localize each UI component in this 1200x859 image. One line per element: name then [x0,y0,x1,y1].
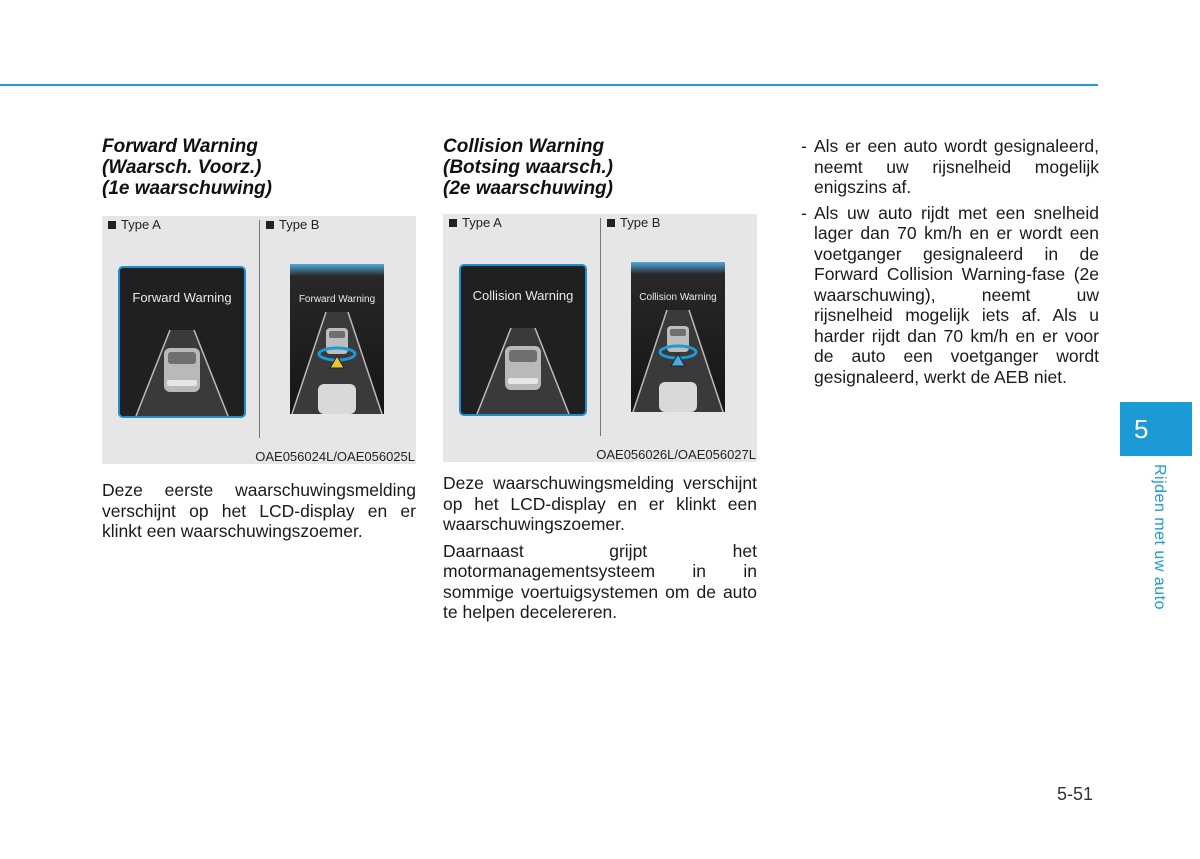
road-car-warning-illustration [631,262,725,412]
cluster-display-type-a [459,264,587,416]
square-bullet-icon [266,221,274,229]
cluster-display-type-b [631,262,725,412]
heading-line: (Waarsch. Voorz.) [102,157,262,178]
display-message: Collision Warning [472,288,574,303]
figure-divider [600,218,601,436]
note-item: - Als uw auto rijdt met een snelheid lager dan 70 km/h en er wordt een voetganger gesignaleerd in de Forward Collision Warning-fase (2e waarschuwing), neemt uw rijsnelheid mogelijk iets af. Als u harder rijdt dan 70 km/h en er voor de auto een voetganger wordt gesignaleerd, werkt de AEB niet. [801,202,1099,387]
heading-line: (Botsing waarsch.) [443,157,613,178]
square-bullet-icon [108,221,116,229]
type-a-label: Type A [449,215,502,230]
heading-line: (2e waarschuwing) [443,178,613,199]
road-car-illustration [120,268,244,416]
collision-warning-heading [443,136,757,199]
heading-line: Collision Warning [443,136,605,157]
road-car-illustration [461,266,585,414]
header-rule [0,84,1098,86]
figure-code: OAE056026L/OAE056027L [596,447,756,462]
type-a-label: Type A [108,217,161,232]
display-message: Forward Warning [298,294,376,305]
square-bullet-icon [607,219,615,227]
type-b-label: Type B [266,217,319,232]
forward-warning-section [102,136,416,542]
square-bullet-icon [449,219,457,227]
heading-line: Forward Warning [102,136,258,157]
chapter-tab: 5 [1120,402,1192,456]
collision-warning-figure [443,214,757,462]
cluster-display-type-a [118,266,246,418]
forward-warning-text: Deze eerste waarschuwingsmelding verschijnt op het LCD-display en er klinkt een waarschuwingszoemer. [102,480,416,541]
forward-warning-figure [102,216,416,464]
chapter-title: Rijden met uw auto [1151,464,1168,610]
display-message: Collision Warning [639,292,717,303]
forward-warning-heading [102,136,416,199]
display-message: Forward Warning [132,290,232,305]
road-car-warning-illustration [290,264,384,414]
collision-warning-text: Daarnaast grijpt het motormanagementsysteem in in sommige voertuigsystemen om de auto te helpen decelereren. [443,540,757,622]
dash-bullet: - [801,136,807,156]
note-item: - Als er een auto wordt gesignaleerd, neemt uw rijsnelheid mogelijk enigszins af. [801,136,1099,197]
collision-warning-section [443,136,757,623]
notes-section [801,136,1099,392]
dash-bullet: - [801,202,807,223]
type-b-label: Type B [607,215,660,230]
figure-divider [259,220,260,438]
cluster-display-type-b [290,264,384,414]
collision-warning-text: Deze waarschuwingsmelding verschijnt op het LCD-display en er klinkt een waarschuwingszoemer. [443,473,757,534]
page-number: 5-51 [1057,784,1094,804]
figure-code: OAE056024L/OAE056025L [255,449,415,464]
heading-line: (1e waarschuwing) [102,178,272,199]
